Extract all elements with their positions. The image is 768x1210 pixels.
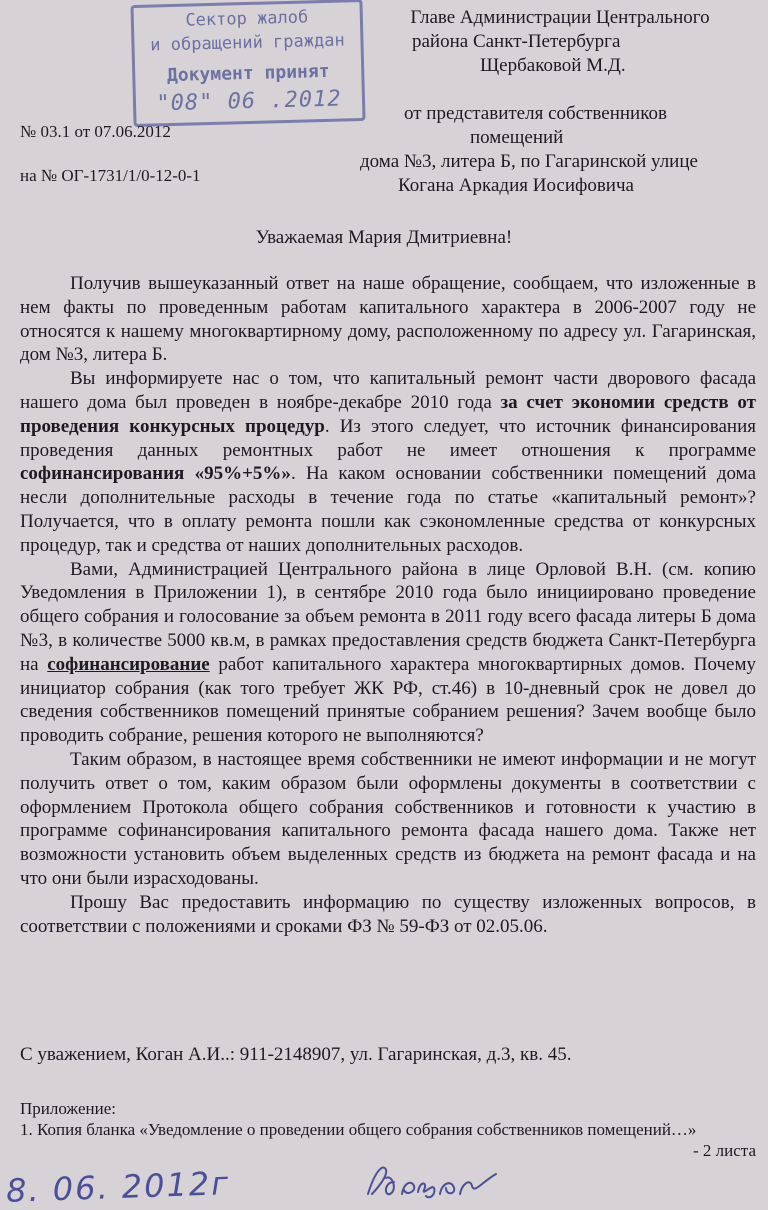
addressee-line-3: Щербаковой М.Д. <box>480 55 626 76</box>
reference-number: на № ОГ-1731/1/0-12-0-1 <box>20 166 201 185</box>
paragraph-2: Вы информируете нас о том, что капитальный ремонт части дворового фасада нашего дома был проведен в ноябре-декабре 2010 года за счет экономии средств от проведения конкурсных процедур. Из этого следует, что источник финансирования проведения данных ремонтных работ не имеет отношения к программе софинансирования «95%+5%». На каком основании собственники помещений дома несли дополнительные расходы в течение года по статье «капитальный ремонт»? Получается, что в оплату ремонта пошли как сэкономленные средства от конкурсных процедур, так и средства от наших дополнительных расходов. <box>20 368 757 556</box>
appendix-item-1: 1. Копия бланка «Уведомление о проведении общего собрания собственников помещений…» <box>20 1120 697 1139</box>
stamp-line-3: Документ принят <box>166 60 330 87</box>
addressee-line-1: Главе Администрации Центрального <box>410 7 710 28</box>
appendix-sheets: - 2 листа <box>693 1141 756 1160</box>
addressee-line-5: помещений <box>470 127 564 148</box>
stamp-line-2: и обращений граждан <box>150 30 345 56</box>
paragraph-1: Получив вышеуказанный ответ на наше обращение, сообщаем, что изложенные в нем факты по проведенным работам капитального характера в 2006-2007 году не относятся к нашему многоквартирному дому, расположенному по адресу ул. Гагаринская, дом №3, литера Б. <box>20 273 756 366</box>
document-number: № 03.1 от 07.06.2012 <box>20 122 171 141</box>
stamp-line-1: Сектор жалоб <box>185 7 309 31</box>
addressee-line-2: района Санкт-Петербурга <box>412 31 621 52</box>
letter-body <box>20 272 756 938</box>
greeting: Уважаемая Мария Дмитриевна! <box>255 227 513 248</box>
stamp-date: "08" 06 .2012 <box>156 86 342 117</box>
addressee-line-7: Когана Аркадия Иосифовича <box>398 175 634 196</box>
addressee-line-4: от представителя собственников <box>404 103 667 124</box>
bold-underlined-cofinancing: софинансирование <box>47 653 210 675</box>
appendix-block <box>20 1098 756 1160</box>
addressee-block <box>360 6 760 198</box>
addressee-line-6: дома №3, литера Б, по Гагаринской улице <box>360 151 698 172</box>
handwritten-date: 8. 06. 2012г <box>5 1164 231 1210</box>
appendix-title: Приложение: <box>20 1099 116 1118</box>
bold-savings: за счет экономии средств от проведения конкурсных процедур <box>20 391 756 437</box>
paragraph-5: Прошу Вас предоставить информацию по существу изложенных вопросов, в соответствии с положениями и сроками ФЗ № 59-ФЗ от 02.05.06. <box>20 891 756 937</box>
bold-cofinancing: софинансирования «95%+5%» <box>20 463 291 485</box>
closing-line: С уважением, Коган А.И..: 911-2148907, ул. Гагаринская, д.3, кв. 45. <box>20 1044 572 1065</box>
paragraph-3: Вами, Администрацией Центрального района в лице Орловой В.Н. (см. копию Уведомления в Приложении 1), в сентябре 2010 года было инициировано проведение общего собрания и голосование за объем ремонта в 2011 году всего фасада литеры Б дома №3, в количестве 5000 кв.м, в рамках предоставления средств бюджета Санкт-Петербурга на софинансирование работ капитального характера многоквартирных домов. Почему инициатор собрания (как того требует ЖК РФ, ст.46) в 10-дневный срок не довел до сведения собственников помещений принятые собранием решения? Зачем вообще было проводить собрание, решения которого не выполняются? <box>20 558 756 747</box>
paragraph-4: Таким образом, в настоящее время собственники не имеют информации и не могут получить ответ о том, каким образом были оформлены документы в соответствии с оформлением Протокола общего собрания собственников и готовности к участию в программе софинансирования капитального ремонта фасада нашего дома. Также нет возможности установить объем выделенных средств из бюджета на ремонт фасада и на что они были израсходованы. <box>20 748 756 889</box>
signature-icon <box>362 1160 502 1202</box>
received-stamp <box>130 0 365 127</box>
